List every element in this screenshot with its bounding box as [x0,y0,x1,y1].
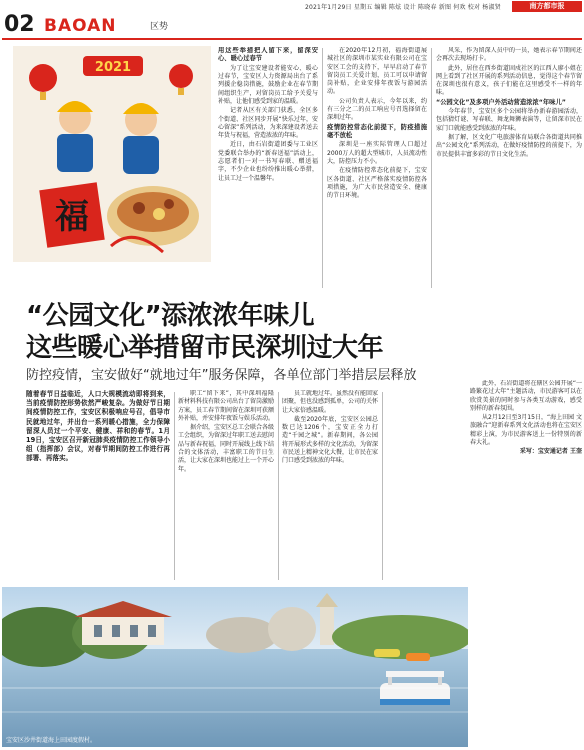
paragraph: 今年春节，宝安区多个公园将举办新春游园活动，包括猜灯谜、写春联、舞龙舞狮表演等，让留深市民在家门口就能感受到浓浓的年味。 [436,108,582,132]
paragraph: 近日，由石岩街道团委与工业区党委联合举办的“新春送福”活动上，志愿者们一对一书写春联、赠送福字，不少企业也纷纷推出暖心举措，让员工过一个温馨年。 [218,141,318,182]
column-divider [278,392,279,580]
article-column-2 [327,47,427,293]
article-column-1 [218,47,318,293]
section-name: BAOAN [44,16,117,36]
paragraph: 在2020年12月初，福海街道展城社区的深圳市某实业有限公司在宝安区工会的支持下，早早启动了春节留岗员工关爱计划，员工可以申请留岗补贴，企业安排年夜饭与游园活动。 [327,47,427,96]
lead-paragraph [26,390,170,582]
year-text: 2021 [94,60,132,75]
paragraph: 员工就地过年。虽然没有能回家团聚，但也没感到孤单，公司的关怀让大家倍感温暖。 [282,390,378,414]
paragraph: 据了解，区文化广电旅游体育局联合各街道共同推出“公园文化”系列活动，在做好疫情防控的前提下，为市民提供丰富多彩的节日文化生活。 [436,134,582,158]
subhead-1: 用这些举措把人留下来，留深安心、暖心过春节 [218,47,318,63]
paragraph: 从2月12日至3月15日，“海上田园 文旅融合”迎新春系列文化活动也将在宝安区精彩上演，为市民游客送上一份特别的新春大礼。 [470,414,582,447]
paragraph: 风采，作为留深人员中的一员，她表示春节期间还会再次去现场打卡。 [436,47,582,63]
park-photo-graphic [2,587,468,747]
headline-block [26,300,456,364]
article-column-6 [470,380,582,602]
article-column-4 [178,390,274,582]
page-number: 02 [4,12,35,37]
date-line: 2021年1月29日 星期五 编辑 陈炫 设计 陈晓春 新图 何欢 校对 杨淑贤 [305,4,501,11]
photo-caption: 宝安区沙井街道海上田园度假村。 [6,737,97,744]
column-divider [382,392,383,580]
festival-illustration [13,46,211,262]
masthead-logo: 南方都市报 [512,1,582,12]
park-photo [2,587,468,747]
header-rule [2,38,582,40]
paragraph: 据介绍，宝安区总工会联合各级工会组织，为留深过年职工送去慰问品与新春祝福，同时开展线上线下结合的文体活动，丰富职工的节日生活，让大家在深圳也能过上一个开心年。 [178,424,274,473]
column-divider [174,392,175,580]
lead-text: 随着春节日益临近，人口大规模流动即将到来，当前疫情防控形势依然严峻复杂。为做好节日期间疫情防控工作，宝安区积极响应号召，倡导市民就地过年，并出台一系列暖心措施，全力保障留深人员过一个平安、健康、祥和的春节。1月19日，宝安区召开新冠肺炎疫情防控工作领导小组（指挥部）会议，对春节期间防控工作进行再部署、再落实。 [26,390,170,463]
column-divider [431,48,432,288]
festival-illustration-graphic [13,46,211,262]
author-line: 采写：宝安通记者 王奎 [519,448,582,456]
paragraph: 记者从区有关部门获悉，全区多个街道、社区同步开展“快乐过年，安心留深”系列活动，为来深建设者送去年货与祝福，营造浓浓的年味。 [218,107,318,140]
subheadline: 防控疫情，宝安做好“就地过年”服务保障，各单位部门举措层层释放 [26,368,417,383]
section-label: 区势 [150,22,169,32]
fu-character: 福 [55,197,89,237]
page-header [0,0,584,44]
paragraph: 公司负责人表示，今年以来，约有三分之二的员工响应号召选择留在深圳过年。 [327,97,427,122]
headline-line-1: “公园文化”添浓浓年味儿 [26,301,315,331]
article-column-5 [282,390,378,582]
article-column-3 [436,47,582,377]
paragraph: 截至2020年底，宝安区公园总数已达1206个，宝安正全力打造“千园之城”。新春期间，各公园将开展形式多样的文化活动，为留深市民送上精神文化大餐，让市民在家门口感受到浓浓的年味。 [282,415,378,465]
paragraph: 职工“留下来”，其中深圳福隆新材料科技有限公司出台了留岗激励方案，员工春节期间留在深圳可获额外补贴，并安排年夜饭与娱乐活动。 [178,390,274,422]
subhead-2: 疫情防控常态化前提下，防疫措施毫不放松 [327,123,427,140]
paragraph: 深圳是一座实际管理人口超过2000万人的超大型城市，人员流动性大，防控压力不小。 [327,141,427,166]
subhead-3: “公园文化”及多项户外活动营造浓浓“年味儿” [436,98,566,106]
paragraph: 在疫情防控常态化前提下，宝安区各街道、社区严格落实疫情防控各项措施，为广大市民营造安全、健康的节日环境。 [327,167,427,200]
paragraph: 为了让宝安建设者能安心、暖心过春节，宝安区人力资源局出台了系列援企稳岗措施，鼓励企业在春节期间组织生产，对留岗员工给予关爱与补贴，让他们感受到家的温暖。 [218,64,318,105]
column-divider [322,48,323,288]
paragraph: 此外，居住在西乡街道固戍社区的江西人廖小姐在网上看到了社区开展的系列活动信息，觉得这个春节留在深圳也很有意义，孩子们能在这里感受不一样的年味。 [436,64,582,97]
paragraph: 此外，石岩街道将在辖区公园开展“一路繁花过大年”主题活动，市民游客可以在欣赏美景的同时参与各类互动游戏，感受别样的新春氛围。 [470,380,582,412]
headline-line-2: 这些暖心举措留市民深圳过大年 [26,333,384,363]
